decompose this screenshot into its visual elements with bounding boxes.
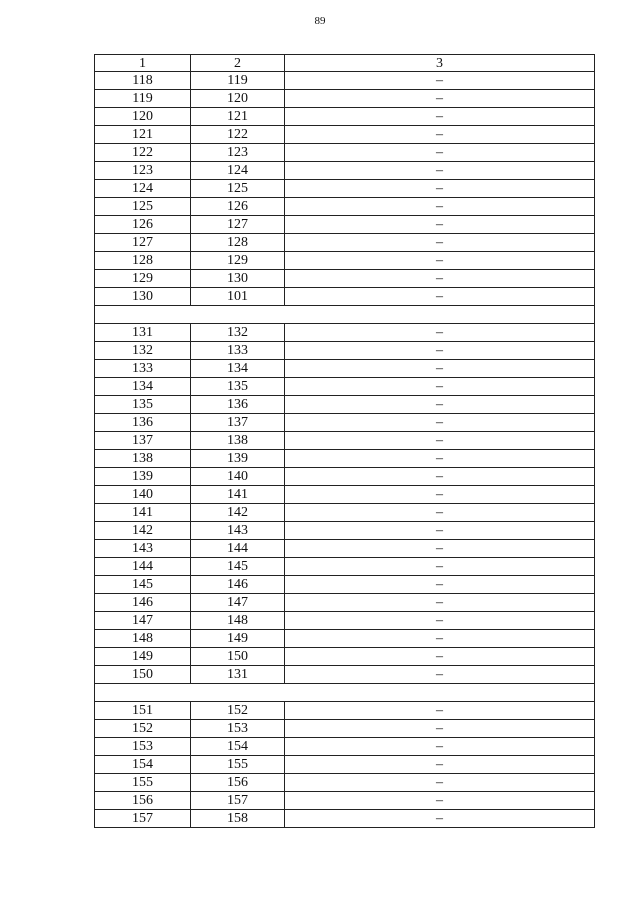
table-cell: 119: [95, 90, 191, 107]
section-separator-row: [94, 306, 595, 324]
table-row: [94, 540, 595, 558]
table-row: [94, 468, 595, 486]
table-cell: –: [436, 361, 443, 376]
table-row: [94, 180, 595, 198]
table-cell: 138: [191, 432, 285, 449]
column-header: 1: [95, 55, 191, 71]
table-cell: 129: [191, 252, 285, 269]
table-cell: 145: [191, 558, 285, 575]
table-cell: 133: [95, 360, 191, 377]
table-cell: 143: [191, 522, 285, 539]
table-cell: –: [436, 325, 443, 340]
table-cell: 139: [191, 450, 285, 467]
table-row: [94, 414, 595, 432]
page-number: 89: [314, 15, 326, 27]
table-cell: 147: [191, 594, 285, 611]
table-cell: 144: [191, 540, 285, 557]
table-cell: 154: [191, 738, 285, 755]
table-row: [94, 450, 595, 468]
table-cell: 157: [95, 810, 191, 827]
table-cell: 127: [95, 234, 191, 251]
table-cell: 122: [95, 144, 191, 161]
table-cell: 130: [95, 288, 191, 305]
table-row: [94, 198, 595, 216]
table-cell: –: [436, 145, 443, 160]
table-cell: 138: [95, 450, 191, 467]
table-cell: 119: [191, 72, 285, 89]
table-row: [94, 126, 595, 144]
table-cell: 146: [191, 576, 285, 593]
table-cell: –: [436, 577, 443, 592]
table-cell: –: [436, 271, 443, 286]
table-cell: –: [436, 505, 443, 520]
table-cell: 146: [95, 594, 191, 611]
table-row: [94, 810, 595, 828]
table-row: [94, 774, 595, 792]
table-row: [94, 342, 595, 360]
table-cell: 124: [191, 162, 285, 179]
table-cell: 134: [95, 378, 191, 395]
table-row: [94, 756, 595, 774]
table-cell: –: [436, 667, 443, 682]
table-cell: 150: [191, 648, 285, 665]
table-row: [94, 144, 595, 162]
table-cell: 136: [95, 414, 191, 431]
table-cell: –: [436, 91, 443, 106]
table-cell: 157: [191, 792, 285, 809]
table-cell: –: [436, 523, 443, 538]
table-cell: 123: [95, 162, 191, 179]
table-row: [94, 720, 595, 738]
table-row: [94, 666, 595, 684]
table-cell: 137: [191, 414, 285, 431]
table-row: [94, 90, 595, 108]
table-cell: 149: [95, 648, 191, 665]
table-cell: 151: [95, 702, 191, 719]
table-cell: 134: [191, 360, 285, 377]
table-row: [94, 792, 595, 810]
table-cell: 101: [191, 288, 285, 305]
table-cell: 153: [95, 738, 191, 755]
table-cell: –: [436, 379, 443, 394]
table-row: [94, 396, 595, 414]
table-cell: –: [436, 721, 443, 736]
column-header: 2: [191, 55, 285, 71]
table-row: [94, 162, 595, 180]
table-cell: 125: [191, 180, 285, 197]
table-cell: 148: [191, 612, 285, 629]
table-cell: 118: [95, 72, 191, 89]
table-cell: 145: [95, 576, 191, 593]
table-cell: 140: [191, 468, 285, 485]
table-cell: 148: [95, 630, 191, 647]
table-cell: –: [436, 487, 443, 502]
table-cell: 125: [95, 198, 191, 215]
table-cell: 142: [95, 522, 191, 539]
table-cell: –: [436, 433, 443, 448]
data-table: [94, 54, 595, 828]
table-row: [94, 630, 595, 648]
table-row: [94, 738, 595, 756]
table-cell: –: [436, 775, 443, 790]
table-row: [94, 288, 595, 306]
table-cell: 136: [191, 396, 285, 413]
table-cell: –: [436, 541, 443, 556]
table-cell: 120: [95, 108, 191, 125]
table-cell: –: [436, 451, 443, 466]
table-cell: –: [436, 253, 443, 268]
table-cell: 140: [95, 486, 191, 503]
table-cell: –: [436, 595, 443, 610]
table-header-row: [94, 54, 595, 72]
table-row: [94, 576, 595, 594]
table-cell: 132: [95, 342, 191, 359]
table-cell: –: [436, 163, 443, 178]
table-row: [94, 324, 595, 342]
table-cell: –: [436, 739, 443, 754]
table-cell: 127: [191, 216, 285, 233]
column-header: 3: [436, 56, 443, 71]
section-separator-row: [94, 684, 595, 702]
table-cell: 129: [95, 270, 191, 287]
table-row: [94, 702, 595, 720]
table-cell: 121: [191, 108, 285, 125]
table-row: [94, 216, 595, 234]
table-cell: 137: [95, 432, 191, 449]
table-cell: 154: [95, 756, 191, 773]
table-cell: –: [436, 631, 443, 646]
table-cell: 153: [191, 720, 285, 737]
table-row: [94, 108, 595, 126]
table-cell: 128: [95, 252, 191, 269]
table-cell: 158: [191, 810, 285, 827]
table-cell: –: [436, 343, 443, 358]
table-cell: 126: [95, 216, 191, 233]
table-cell: 147: [95, 612, 191, 629]
table-row: [94, 252, 595, 270]
table-row: [94, 72, 595, 90]
table-row: [94, 270, 595, 288]
table-cell: 141: [191, 486, 285, 503]
table-cell: 135: [95, 396, 191, 413]
table-cell: –: [436, 397, 443, 412]
table-cell: 139: [95, 468, 191, 485]
table-cell: –: [436, 559, 443, 574]
table-cell: 130: [191, 270, 285, 287]
table-row: [94, 432, 595, 450]
table-cell: 155: [191, 756, 285, 773]
table-cell: 152: [95, 720, 191, 737]
table-cell: –: [436, 109, 443, 124]
table-cell: –: [436, 289, 443, 304]
table-cell: –: [436, 217, 443, 232]
table-cell: 122: [191, 126, 285, 143]
table-cell: 133: [191, 342, 285, 359]
table-cell: –: [436, 613, 443, 628]
table-cell: 120: [191, 90, 285, 107]
table-cell: 150: [95, 666, 191, 683]
table-row: [94, 504, 595, 522]
table-cell: 131: [191, 666, 285, 683]
table-cell: 156: [95, 792, 191, 809]
table-cell: 142: [191, 504, 285, 521]
table-cell: –: [436, 415, 443, 430]
table-cell: –: [436, 469, 443, 484]
table-cell: 126: [191, 198, 285, 215]
table-cell: –: [436, 73, 443, 88]
table-cell: 135: [191, 378, 285, 395]
table-cell: 149: [191, 630, 285, 647]
table-cell: 156: [191, 774, 285, 791]
table-cell: 141: [95, 504, 191, 521]
table-cell: 123: [191, 144, 285, 161]
table-cell: 144: [95, 558, 191, 575]
table-cell: 131: [95, 324, 191, 341]
table-row: [94, 378, 595, 396]
table-row: [94, 522, 595, 540]
table-cell: 128: [191, 234, 285, 251]
table-cell: 152: [191, 702, 285, 719]
table-cell: –: [436, 649, 443, 664]
table-cell: –: [436, 757, 443, 772]
table-cell: –: [436, 703, 443, 718]
table-cell: 121: [95, 126, 191, 143]
table-body: [94, 72, 595, 828]
table-row: [94, 558, 595, 576]
table-row: [94, 612, 595, 630]
table-cell: 143: [95, 540, 191, 557]
table-row: [94, 486, 595, 504]
table-cell: 132: [191, 324, 285, 341]
table-cell: –: [436, 181, 443, 196]
table-cell: –: [436, 793, 443, 808]
table-row: [94, 360, 595, 378]
table-cell: 124: [95, 180, 191, 197]
table-row: [94, 648, 595, 666]
table-cell: –: [436, 127, 443, 142]
table-cell: 155: [95, 774, 191, 791]
table-row: [94, 234, 595, 252]
table-cell: –: [436, 199, 443, 214]
table-cell: –: [436, 811, 443, 826]
table-row: [94, 594, 595, 612]
table-cell: –: [436, 235, 443, 250]
